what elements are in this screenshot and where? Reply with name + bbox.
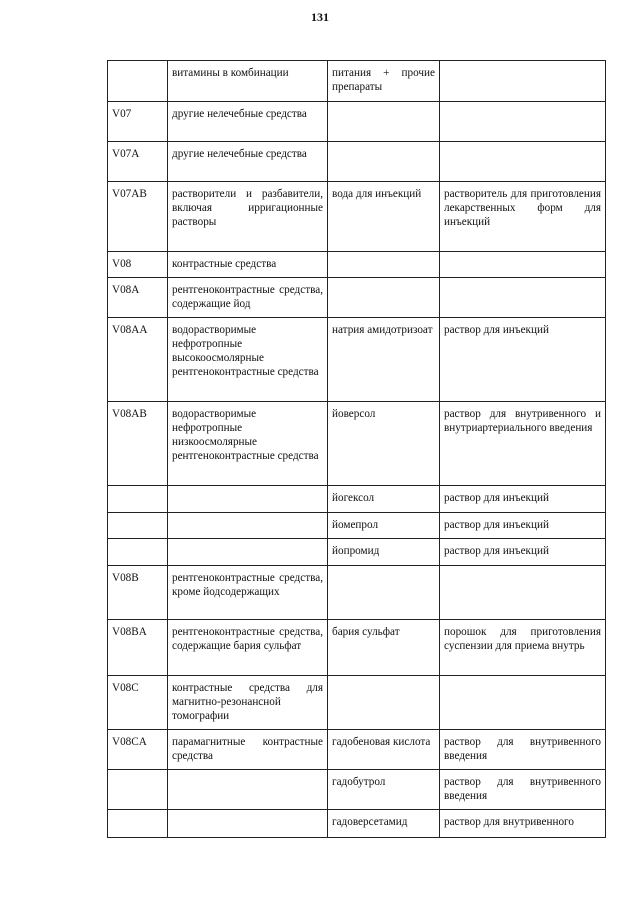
group-name-cell: контрастные средства — [168, 252, 328, 278]
substance-cell — [328, 252, 440, 278]
atc-code-cell — [108, 61, 168, 102]
group-name-cell: водорастворимые нефротропные низкоосмолярные рентгеноконтрастные средства — [168, 402, 328, 486]
group-name-cell: витамины в комбинации — [168, 61, 328, 102]
table-row — [108, 142, 606, 182]
atc-code-cell — [108, 539, 168, 566]
substance-cell: бария сульфат — [328, 620, 440, 676]
group-name-cell: рентгеноконтрастные средства, содержащие йод — [168, 278, 328, 318]
atc-code-cell — [108, 513, 168, 539]
group-name-cell — [168, 486, 328, 513]
substance-cell — [328, 142, 440, 182]
group-name-cell: растворители и разбавители, включая ирригационные растворы — [168, 182, 328, 252]
atc-code-cell: V08A — [108, 278, 168, 318]
group-name-cell: водорастворимые нефротропные высокоосмолярные рентгеноконтрастные средства — [168, 318, 328, 402]
dosage-form-cell — [440, 252, 606, 278]
atc-code-cell — [108, 486, 168, 513]
group-name-cell: другие нелечебные средства — [168, 142, 328, 182]
atc-code-cell — [108, 810, 168, 838]
table-row — [108, 770, 606, 810]
table-row — [108, 61, 606, 102]
drug-table — [107, 60, 606, 838]
dosage-form-cell: растворитель для приготовления лекарственных форм для инъекций — [440, 182, 606, 252]
substance-cell: натрия амидотризоат — [328, 318, 440, 402]
substance-cell: гадобутрол — [328, 770, 440, 810]
dosage-form-cell — [440, 676, 606, 730]
group-name-cell: другие нелечебные средства — [168, 102, 328, 142]
table-row — [108, 676, 606, 730]
table-row — [108, 318, 606, 402]
substance-cell: гадобеновая кислота — [328, 730, 440, 770]
atc-code-cell: V08C — [108, 676, 168, 730]
dosage-form-cell: порошок для приготовления суспензии для приема внутрь — [440, 620, 606, 676]
substance-cell: йомепрол — [328, 513, 440, 539]
group-name-cell — [168, 810, 328, 838]
table-row — [108, 402, 606, 486]
table-row — [108, 620, 606, 676]
substance-cell — [328, 566, 440, 620]
dosage-form-cell: раствор для инъекций — [440, 513, 606, 539]
atc-code-cell — [108, 770, 168, 810]
dosage-form-cell: раствор для внутривенного — [440, 810, 606, 838]
dosage-form-cell: раствор для инъекций — [440, 318, 606, 402]
substance-cell: питания + прочие препараты — [328, 61, 440, 102]
atc-code-cell: V07 — [108, 102, 168, 142]
group-name-cell: рентгеноконтрастные средства, содержащие бария сульфат — [168, 620, 328, 676]
dosage-form-cell: раствор для инъекций — [440, 486, 606, 513]
atc-code-cell: V08 — [108, 252, 168, 278]
atc-code-cell: V07AB — [108, 182, 168, 252]
dosage-form-cell — [440, 278, 606, 318]
group-name-cell: парамагнитные контрастные средства — [168, 730, 328, 770]
atc-code-cell: V07A — [108, 142, 168, 182]
table-row — [108, 810, 606, 838]
substance-cell — [328, 102, 440, 142]
dosage-form-cell: раствор для внутривенного введения — [440, 770, 606, 810]
substance-cell: йопромид — [328, 539, 440, 566]
substance-cell: гадоверсетамид — [328, 810, 440, 838]
atc-code-cell: V08CA — [108, 730, 168, 770]
substance-cell — [328, 676, 440, 730]
dosage-form-cell — [440, 142, 606, 182]
group-name-cell — [168, 770, 328, 810]
atc-code-cell: V08BA — [108, 620, 168, 676]
group-name-cell: контрастные средства для магнитно-резонансной томографии — [168, 676, 328, 730]
dosage-form-cell: раствор для инъекций — [440, 539, 606, 566]
dosage-form-cell — [440, 102, 606, 142]
dosage-form-cell: раствор для внутривенного и внутриартериального введения — [440, 402, 606, 486]
table-row — [108, 730, 606, 770]
table-row — [108, 513, 606, 539]
table-row — [108, 539, 606, 566]
atc-code-cell: V08B — [108, 566, 168, 620]
dosage-form-cell: раствор для внутривенного введения — [440, 730, 606, 770]
table-row — [108, 252, 606, 278]
group-name-cell — [168, 513, 328, 539]
dosage-form-cell — [440, 566, 606, 620]
substance-cell: вода для инъекций — [328, 182, 440, 252]
page-number: 131 — [311, 10, 329, 24]
substance-cell — [328, 278, 440, 318]
substance-cell: йогексол — [328, 486, 440, 513]
dosage-form-cell — [440, 61, 606, 102]
table-row — [108, 486, 606, 513]
group-name-cell: рентгеноконтрастные средства, кроме йодсодержащих — [168, 566, 328, 620]
atc-code-cell: V08AA — [108, 318, 168, 402]
substance-cell: йоверсол — [328, 402, 440, 486]
atc-code-cell: V08AB — [108, 402, 168, 486]
table-row — [108, 102, 606, 142]
table-row — [108, 566, 606, 620]
table-row — [108, 278, 606, 318]
group-name-cell — [168, 539, 328, 566]
table-row — [108, 182, 606, 252]
